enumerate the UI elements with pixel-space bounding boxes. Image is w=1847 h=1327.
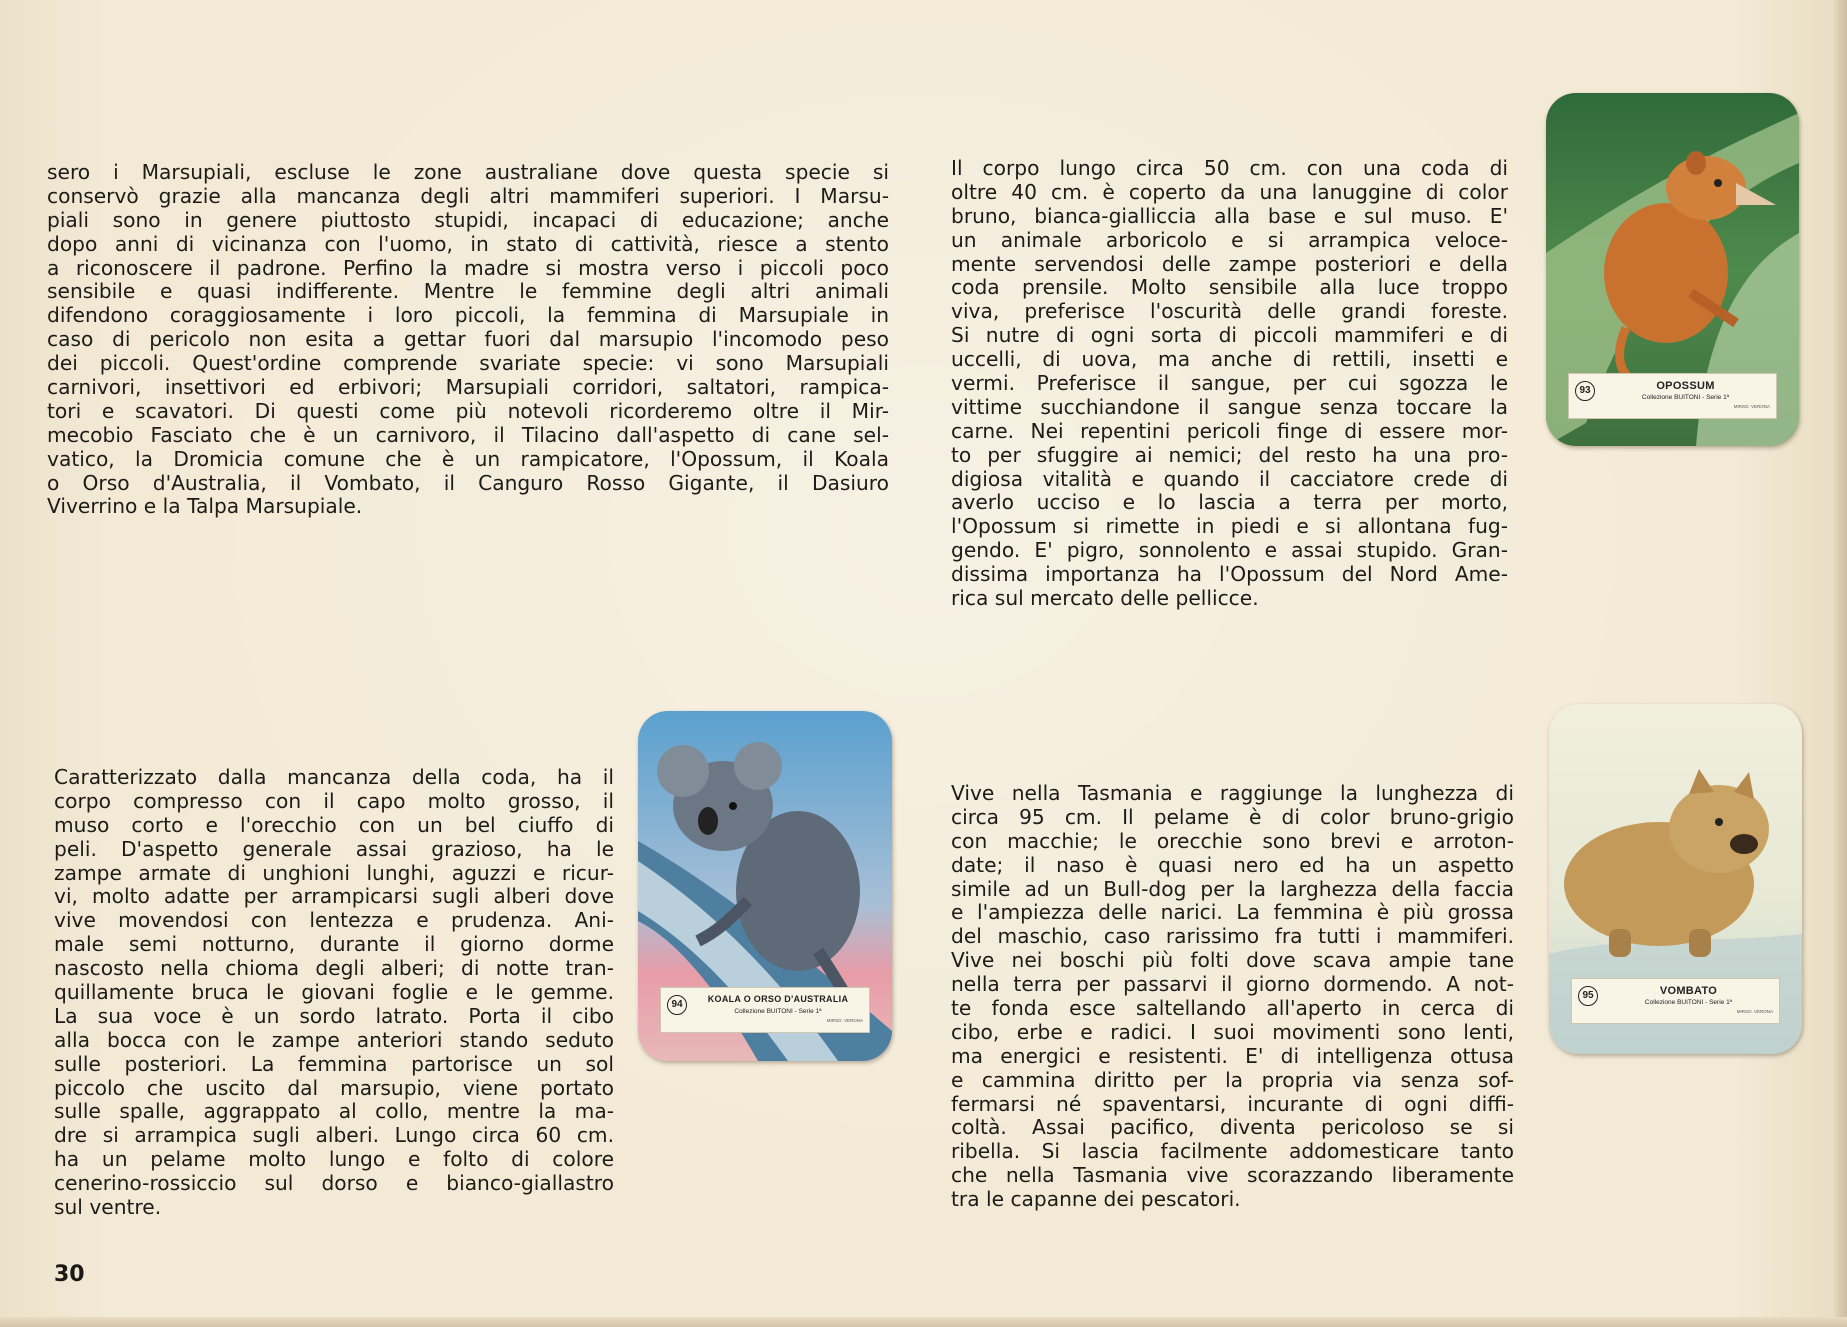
text-line: sensibile e quasi indifferente. Mentre le femmine degli altri animali xyxy=(47,279,889,304)
text-line: oltre 40 cm. è coperto da una lanuggine di color xyxy=(951,179,1508,204)
text-line: zampe armate di unghioni lunghi, aguzzi e ricur- xyxy=(54,860,614,885)
text-line: circa 95 cm. Il pelame è di color bruno-grigio xyxy=(951,804,1514,829)
text-line: Vive nella Tasmania e raggiunge la lunghezza di xyxy=(951,781,1514,805)
text-line: date; il naso è quasi nero ed ha un aspetto xyxy=(951,852,1514,877)
text-line: Si nutre di ogni sorta di piccoli mammiferi e di xyxy=(951,323,1508,348)
page-number: 30 xyxy=(54,1262,85,1287)
text-line: vi, molto adatte per arrampicarsi sugli alberi dove xyxy=(54,884,614,909)
text-line: o Orso d'Australia, il Vombato, il Canguro Rosso Gigante, il Dasiuro xyxy=(47,470,889,495)
text-line: cibo, erbe e radici. I suoi movimenti sono lenti, xyxy=(951,1019,1514,1044)
text-line: rica sul mercato delle pellicce. xyxy=(951,586,1259,611)
koala-description-text xyxy=(54,766,614,1220)
text-line: con macchie; le orecchie sono brevi e arroton- xyxy=(951,828,1514,853)
text-line: La sua voce è un sordo latrato. Porta il cibo xyxy=(54,1003,614,1028)
text-line: fermarsi né spaventarsi, incurante di ogni diffi- xyxy=(951,1091,1514,1116)
text-line: carne. Nei repentini pericoli finge di essere mor- xyxy=(951,418,1508,443)
text-line: Il corpo lungo circa 50 cm. con una coda di xyxy=(951,156,1508,180)
text-line: e l'ampiezza delle narici. La femmina è più grossa xyxy=(951,900,1514,925)
koala-card-label xyxy=(660,987,870,1033)
card-animal-name: OPOSSUM xyxy=(1656,380,1715,392)
text-line: te fonda esce saltellando all'aperto in cerca di xyxy=(951,996,1514,1021)
text-line: cenerino-rossiccio sul dorso e bianco-giallastro xyxy=(54,1171,614,1196)
opossum-card-label xyxy=(1568,373,1777,419)
text-line: nella terra per passarvi il giorno dormendo. A not- xyxy=(951,972,1514,997)
text-line: mente servendosi delle zampe posteriori e della xyxy=(951,251,1508,276)
text-line: piali sono in genere piuttosto stupidi, incapaci di educazione; anche xyxy=(47,207,889,232)
vombato-description-text xyxy=(951,782,1514,1212)
card-printer-text: MIRSO. VERONA xyxy=(1736,1009,1773,1014)
text-line: Vive nei boschi più folti dove scava ampie tane xyxy=(951,948,1514,973)
text-line: tori e scavatori. Di questi come più notevoli ricorderemo oltre il Mir- xyxy=(47,398,889,423)
text-line: to per sfuggire ai nemici; del resto ha una pro- xyxy=(951,442,1508,467)
text-line: mecobio Fasciato che è un carnivoro, il Tilacino dall'aspetto di cane sel- xyxy=(47,422,889,447)
text-line: male semi notturno, durante il giorno dorme xyxy=(54,932,614,957)
text-line: carnivori, insettivori ed erbivori; Marsupiali corridori, saltatori, rampica- xyxy=(47,375,889,400)
text-line: sul ventre. xyxy=(54,1195,162,1220)
text-line: vermi. Preferisce il sangue, per cui sgozza le xyxy=(951,371,1508,396)
text-line: a riconoscere il padrone. Perfino la madre si mostra verso i piccoli poco xyxy=(47,255,889,280)
text-line: caso di pericolo non esita a gettar fuori dal marsupio l'incomodo peso xyxy=(47,327,889,352)
text-line: ha un pelame molto lungo e folto di colore xyxy=(54,1147,614,1172)
text-line: un animale arboricolo e si arrampica veloce- xyxy=(951,227,1508,252)
text-line: gendo. E' pigro, sonnolento e assai stupido. Gran- xyxy=(951,538,1508,563)
text-line: Caratterizzato dalla mancanza della coda, ha il xyxy=(54,765,614,789)
card-collection-text: Collezione BUITONI - Serie 1ª xyxy=(734,1008,822,1015)
text-line: peli. D'aspetto generale assai grazioso, ha le xyxy=(54,836,614,861)
text-line: dre si arrampica sugli alberi. Lungo circa 60 cm. xyxy=(54,1123,614,1148)
text-line: del maschio, caso rarissimo fra tutti i mammiferi. xyxy=(951,924,1514,949)
text-line: vatico, la Dromicia comune che è un rampicatore, l'Opossum, il Koala xyxy=(47,446,889,471)
text-line: dissima importanza ha l'Opossum del Nord Ame- xyxy=(951,562,1508,587)
card-collection-text: Collezione BUITONI - Serie 1ª xyxy=(1644,999,1733,1006)
text-line: muso corto e l'orecchio con un bel ciuffo di xyxy=(54,812,614,837)
koala-sticker-card xyxy=(638,711,892,1061)
text-line: piccolo che uscito dal marsupio, viene portato xyxy=(54,1075,614,1100)
text-line: tra le capanne dei pescatori. xyxy=(951,1187,1241,1212)
card-number-badge: 95 xyxy=(1578,986,1598,1006)
opossum-sticker-card xyxy=(1546,93,1799,446)
card-printer-text: MIRSO. VERONA xyxy=(1733,404,1770,409)
text-line: simile ad un Bull-dog per la larghezza della faccia xyxy=(951,876,1514,901)
text-line: dei piccoli. Quest'ordine comprende svariate specie: vi sono Marsupiali xyxy=(47,351,889,376)
card-animal-name: KOALA O ORSO D'AUSTRALIA xyxy=(707,994,849,1004)
text-line: che nella Tasmania vive scorazzando liberamente xyxy=(951,1163,1514,1188)
text-line: alla bocca con le zampe anteriori standо seduto xyxy=(54,1027,614,1052)
text-line: difendono coraggiosamente i loro piccoli, la femmina di Marsupiale in xyxy=(47,303,889,328)
card-printer-text: MIRSO. VERONA xyxy=(826,1018,863,1023)
text-line: uccelli, di uova, ma anche di rettili, insetti e xyxy=(951,347,1508,372)
text-line: averlo ucciso e lo lascia a terra per morto, xyxy=(951,490,1508,515)
text-line: quillamente bruca le giovani foglie e le gemme. xyxy=(54,980,614,1005)
text-line: coltà. Assai pacifico, diventa pericoloso se si xyxy=(951,1115,1514,1140)
card-number-badge: 94 xyxy=(667,995,687,1015)
text-line: l'Opossum si rimette in piedi e si allontana fug- xyxy=(951,514,1508,539)
card-animal-name: VOMBATO xyxy=(1659,985,1718,997)
text-line: sulle spalle, aggrappato al collo, mentre la ma- xyxy=(54,1099,614,1124)
text-line: ma energici e resistenti. E' di intelligenza ottusa xyxy=(951,1043,1514,1068)
marsupiali-intro-text xyxy=(47,161,889,519)
card-number-badge: 93 xyxy=(1575,381,1595,401)
text-line: ribella. Si lascia facilmente addomesticare tanto xyxy=(951,1139,1514,1164)
text-line: bruno, bianca-gialliccia alla base e sul muso. E' xyxy=(951,203,1508,228)
text-line: corpo compresso con il capo molto grosso, il xyxy=(54,788,614,813)
text-line: digiosa vitalità e quando il cacciatore crede di xyxy=(951,466,1508,491)
vombato-sticker-card xyxy=(1549,704,1802,1054)
text-line: e cammina diritto per la propria via senza sof- xyxy=(951,1067,1514,1092)
text-line: viva, preferisce l'oscurità delle grandi foreste. xyxy=(951,299,1508,324)
card-collection-text: Collezione BUITONI - Serie 1ª xyxy=(1641,394,1730,401)
text-line: conservò grazie alla mancanza degli altri mammiferi superiori. I Marsu- xyxy=(47,183,889,208)
text-line: vive movendosi con lentezza e prudenza. Ani- xyxy=(54,908,614,933)
text-line: nascosto nella chioma degli alberi; di notte tran- xyxy=(54,956,614,981)
text-line: coda prensile. Molto sensibile alla luce troppo xyxy=(951,275,1508,300)
page-edge-bottom xyxy=(0,1317,1847,1327)
text-line: vittime succhiandone il sangue senza toccare la xyxy=(951,394,1508,419)
vombato-card-label xyxy=(1571,978,1780,1024)
opossum-description-text xyxy=(951,157,1508,611)
text-line: Viverrino e la Talpa Marsupiale. xyxy=(47,494,363,519)
text-line: dopo anni di vicinanza con l'uomo, in stato di cattività, riesce a stento xyxy=(47,231,889,256)
page-edge-right xyxy=(1833,0,1847,1327)
text-line: sero i Marsupiali, escluse le zone australiane dove questa specie si xyxy=(47,160,889,184)
text-line: sulle posteriori. La femmina partorisce un sol xyxy=(54,1051,614,1076)
